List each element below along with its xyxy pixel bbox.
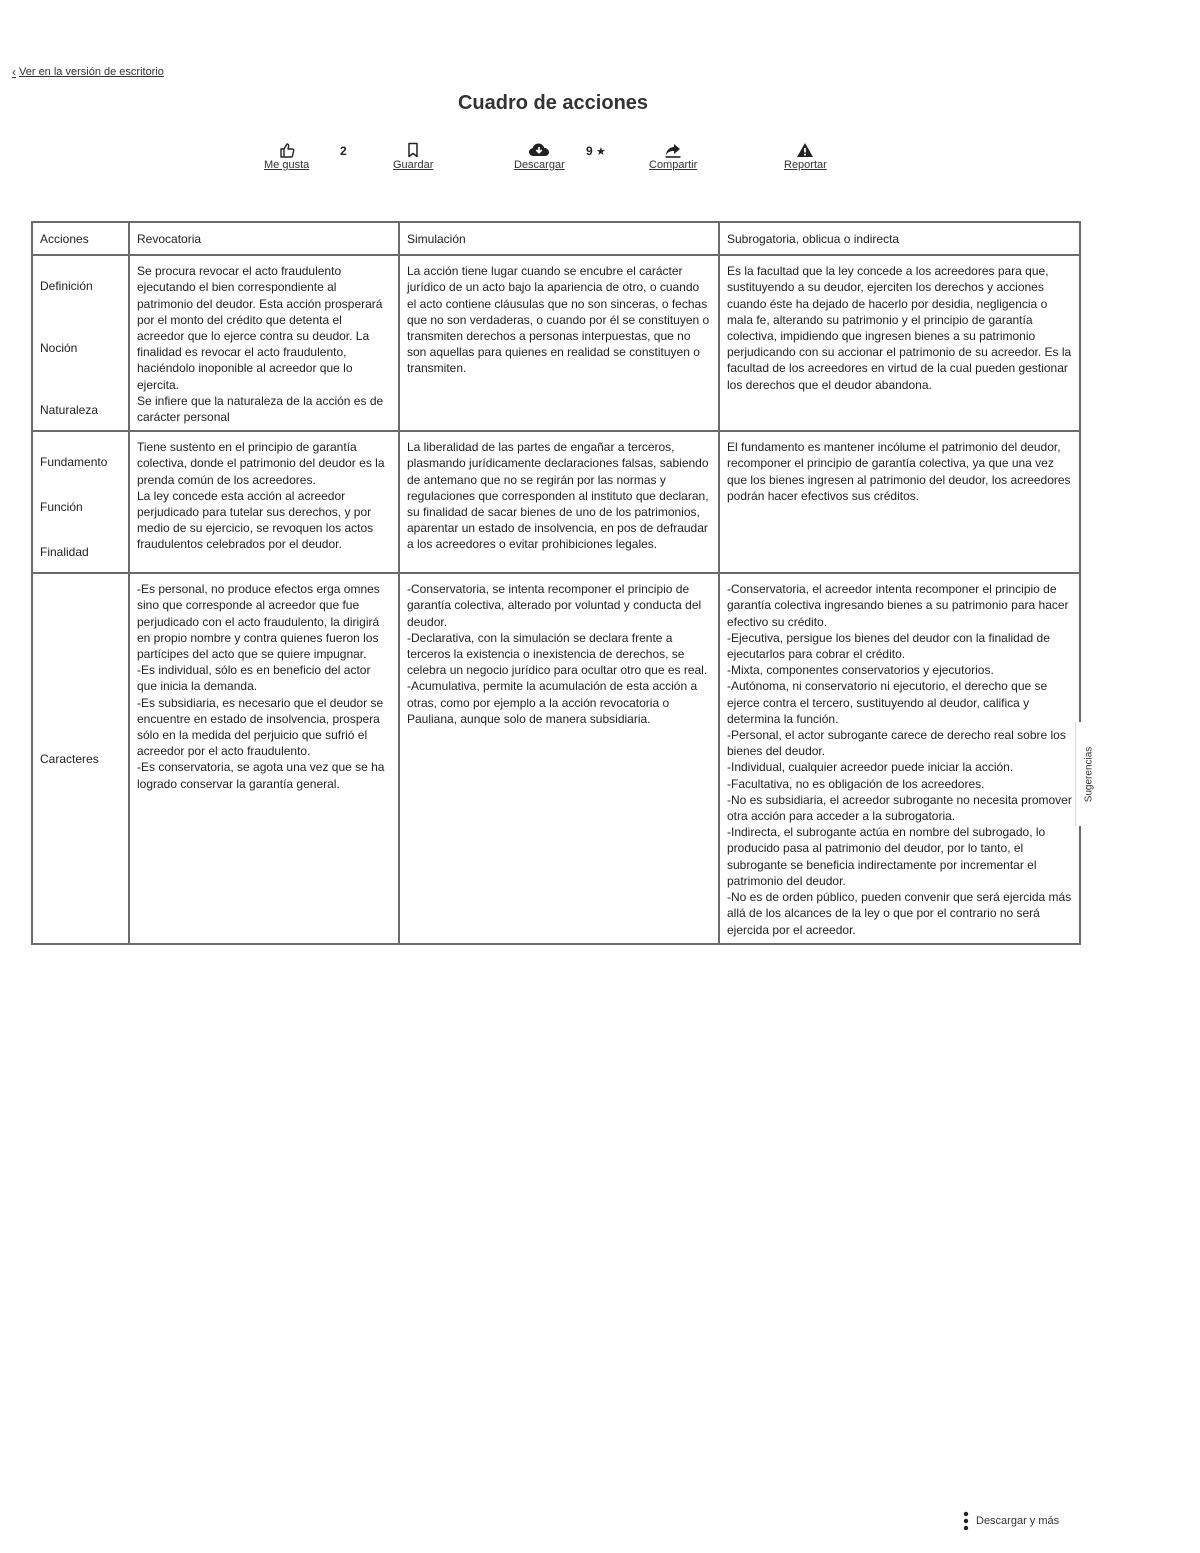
table-cell: Es la facultad que la ley concede a los acreedores para que, sustituyendo a su deudor, ejerciten los derechos y acciones cuando éste ha dejado de hacerlo por desidia, negligencia o mala fe, alterando su patrimonio y el principio de garantía colectiva, impidiendo que ingresen bienes a su patrimonio perjudicando con su accionar el patrimonio de su acreedor. Es la facultad de los acreedores en virtud de la cual pueden gestionar los derechos que el deudor abandona. (719, 255, 1080, 431)
row-label: Definición (40, 279, 93, 294)
table-cell: -Conservatoria, se intenta recomponer el principio de garantía colectiva, alterado por voluntad y conducta del deudor. -Declarativa, con la simulación se declara frente a terceros la existencia o inexistencia de derechos, se celebra un negocio jurídico para ocultar otro que es real. -Acumulativa, permite la acumulación de esta acción a otras, como por ejemplo a la acción revocatoria o Pauliana, aunque solo de manera subsidiaria. (399, 573, 719, 943)
table-cell: -Conservatoria, el acreedor intenta recomponer el principio de garantía colectiva ingresando bienes a su patrimonio para hacer efectivo su crédito. -Ejecutiva, persigue los bienes del deudor con la finalidad de ejecutarlos para cobrar el crédito. -Mixta, componentes conservatorios y ejecutorios. -Autónoma, ni conservatorio ni ejecutorio, el derecho que se ejerce contra el tercero, sustituyendo al deudor, califica y determina la función. -Personal, el actor subrogante carece de derecho real sobre los bienes del deudor. -Individual, cualquier acreedor puede iniciar la acción. -Facultativa, no es obligación de los acreedores. -No es subsidiaria, el acreedor subrogante no necesita promover otra acción para acceder a la subrogatoria. -Indirecta, el subrogante actúa en nombre del subrogado, lo producido pasa al patrimonio del deudor, por lo tanto, el subrogante se beneficia indirectamente por incrementar el patrimonio del deudor. -No es de orden público, pueden convenir que será ejercida más allá de los alcances de la ley o que por el contrario no será ejercida por el acreedor. (719, 573, 1080, 943)
suggestions-tab[interactable] (1075, 722, 1102, 826)
thumbs-up-icon (279, 142, 295, 158)
suggestions-tab-label: Sugerencias (1083, 746, 1095, 802)
row-label-cell (32, 573, 129, 943)
download-more-label: Descargar y más (976, 1515, 1060, 1527)
table-cell: La acción tiene lugar cuando se encubre el carácter jurídico de un acto bajo la apariencia de otro, o cuando el acto contiene cláusulas que no son sinceras, o fechas que no son verdaderas, o cuando por él se constituyen o transmiten derechos a personas interpuestas, que no son aquellas para quienes en realidad se constituyen o transmiten. (399, 255, 719, 431)
page-title: Cuadro de acciones (457, 92, 649, 114)
table-cell: -Es personal, no produce efectos erga omnes sino que corresponde al acreedor que fue perjudicado con el acto fraudulento, la dirigirá en propio nombre y contra quienes fueron los partícipes del acto que se quiere impugnar. -Es individual, sólo es en beneficio del actor que inicia la demanda. -Es subsidiaria, es necesario que el deudor se encuentre en estado de insolvencia, prospera sólo en la medida del perjuicio que sufrió el acreedor por el acto fraudulento. -Es conservatoria, se agota una vez que se ha logrado conservar la garantía general. (129, 573, 399, 943)
table-cell: El fundamento es mantener incólume el patrimonio del deudor, recomponer el principio de garantía colectiva, ya que una vez que los bienes ingresen al patrimonio del deudor, los acreedores podrán hacer efectivos sus créditos. (719, 431, 1080, 573)
like-count: 2 (340, 144, 347, 158)
cloud-download-icon (528, 142, 550, 158)
row-label: Naturaleza (40, 402, 99, 417)
share-label: Compartir (649, 159, 698, 171)
warning-icon (796, 142, 814, 158)
row-label: Fundamento (40, 455, 108, 470)
actions-table (31, 221, 1081, 945)
report-label: Reportar (784, 159, 827, 171)
column-header: Acciones (32, 222, 129, 255)
row-label-cell (32, 431, 129, 573)
table-row (32, 255, 1080, 431)
back-link-label: Ver en la versión de escritorio (19, 66, 164, 78)
table-cell: La liberalidad de las partes de engañar a terceros, plasmando jurídicamente declaraciones falsas, sabiendo de antemano que no se regirán por las normas y regulaciones que corresponden al instituto que declaran, su finalidad de sacar bienes de uno de los patrimonios, aparentar un estado de insolvencia, en pos de defraudar a los acreedores o evitar prohibiciones legales. (399, 431, 719, 573)
save-label: Guardar (393, 159, 434, 171)
row-label: Noción (40, 341, 78, 356)
share-button[interactable] (649, 142, 697, 171)
download-button[interactable] (514, 142, 565, 171)
download-count-value: 9 (586, 144, 593, 158)
like-button[interactable] (264, 142, 309, 171)
download-label: Descargar (514, 159, 565, 171)
column-header: Revocatoria (129, 222, 399, 255)
download-more-button[interactable] (962, 1511, 1059, 1531)
column-header: Subrogatoria, oblicua o indirecta (719, 222, 1080, 255)
column-header: Simulación (399, 222, 719, 255)
download-count (586, 144, 606, 158)
more-vertical-icon (962, 1511, 970, 1531)
row-label: Caracteres (40, 752, 99, 767)
table-cell: Se procura revocar el acto fraudulento ejecutando el bien correspondiente al patrimonio del deudor. Esta acción prosperará por el monto del crédito que detenta el acreedor que lo ejerce contra su deudor. La finalidad es revocar el acto fraudulento, haciéndolo inoponible al acreedor que lo ejercita. Se infiere que la naturaleza de la acción es de carácter personal (129, 255, 399, 431)
bookmark-icon (405, 142, 421, 158)
row-label: Finalidad (40, 545, 89, 560)
table-header-row (32, 222, 1080, 255)
report-button[interactable] (784, 142, 827, 171)
table-row (32, 573, 1080, 943)
row-label: Función (40, 500, 83, 515)
star-icon: ★ (596, 146, 606, 158)
table-row (32, 431, 1080, 573)
back-link[interactable] (12, 65, 164, 79)
table-cell: Tiene sustento en el principio de garantía colectiva, donde el patrimonio del deudor es la prenda común de los acreedores. La ley concede esta acción al acreedor perjudicado para tutelar sus derechos, y por medio de su ejercicio, se revoquen los actos fraudulentos celebrados por el deudor. (129, 431, 399, 573)
chevron-left-icon: ‹ (12, 65, 16, 79)
share-arrow-icon (664, 142, 682, 158)
row-label-cell (32, 255, 129, 431)
save-button[interactable] (393, 142, 433, 171)
like-label: Me gusta (264, 159, 310, 171)
